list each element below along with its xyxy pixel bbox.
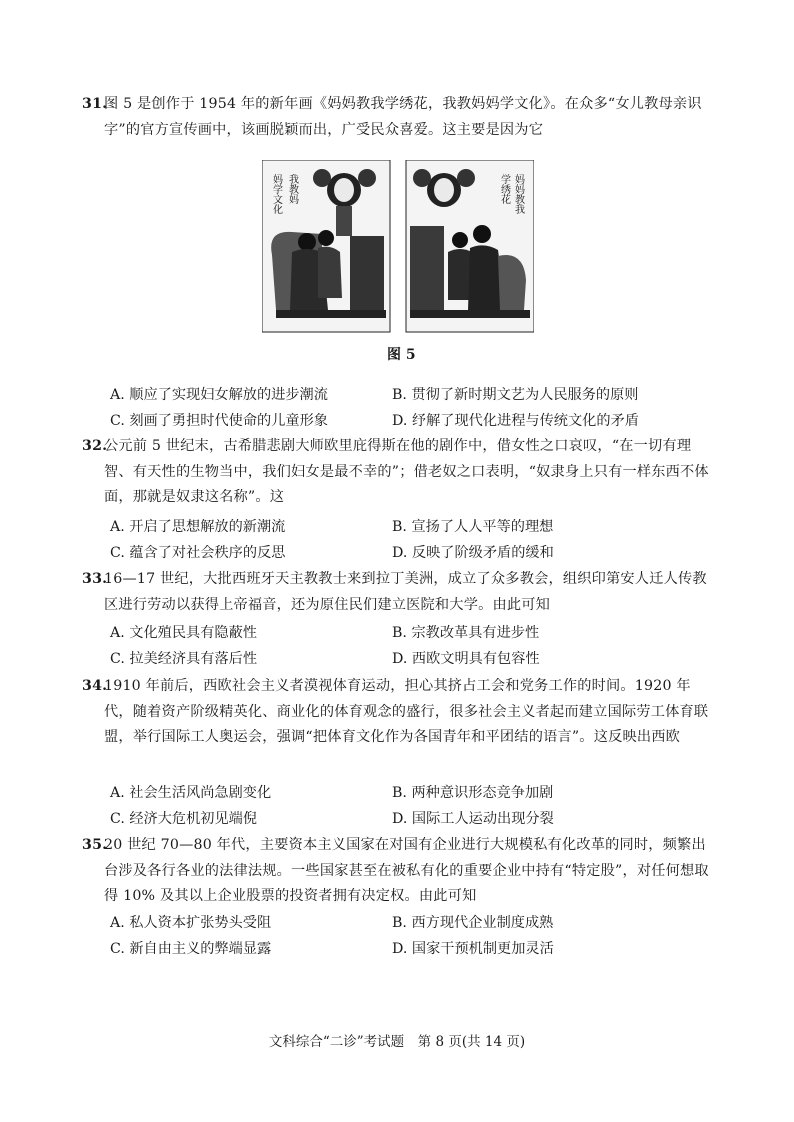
option-d[interactable]: D. 纾解了现代化进程与传统文化的矛盾 [392,413,639,429]
question-32 [82,434,716,511]
option-d[interactable]: D. 国家干预机制更加灵活 [392,941,554,957]
figure-5-painting [262,160,534,338]
question-33 [82,567,716,618]
figure-caption: 图 5 [387,347,416,363]
question-stem: 16—17 世纪，大批西班牙天主教教士来到拉丁美洲，成立了众多教会，组织印第安人迁人传教区进行劳动以获得上帝福音，还为原住民们建立医院和大学。由此可知 [104,571,707,613]
option-d[interactable]: D. 国际工人运动出现分裂 [392,811,554,827]
option-a[interactable]: A. 社会生活风尚急剧变化 [110,785,272,801]
question-number: 34. [82,678,108,694]
question-34 [82,674,716,751]
question-35 [82,833,716,910]
question-stem: 20 世纪 70—80 年代，主要资本主义国家在对国有企业进行大规模私有化改革的同时，频繁出台涉及各行各业的法律法规。一些国家甚至在被私有化的重要企业中持有“特定股”，对任何想取得 10% 及其以上企业股票的投资者拥有决定权。由此可知 [104,837,709,904]
option-b[interactable]: B. 贯彻了新时期文艺为人民服务的原则 [392,387,639,403]
options-34 [110,780,710,832]
page-footer: 文科综合“二诊”考试题 第 8 页(共 14 页) [268,1034,526,1050]
question-number: 33. [82,571,108,587]
option-c[interactable]: C. 蕴含了对社会秩序的反思 [110,545,286,561]
options-32 [110,514,710,566]
question-stem: 公元前 5 世纪末，古希腊悲剧大师欧里庇得斯在他的剧作中，借女性之口哀叹，“在一切有理智、有天性的生物当中，我们妇女是最不幸的”；借老奴之口表明，“奴隶身上只有一样东西不体面，那就是奴隶这名称”。这 [104,438,709,505]
right-panel [406,160,534,332]
right-panel-text-1: 妈妈教我 [512,174,524,214]
option-a[interactable]: A. 私人资本扩张势头受阻 [110,915,272,931]
question-number: 32. [82,438,108,454]
option-a[interactable]: A. 顺应了实现妇女解放的进步潮流 [110,387,328,403]
option-b[interactable]: B. 宣扬了人人平等的理想 [392,519,554,535]
option-c[interactable]: C. 新自由主义的弊端显露 [110,941,272,957]
options-31 [110,382,710,434]
left-panel-text-1: 我教妈 [286,174,298,204]
option-d[interactable]: D. 西欧文明具有包容性 [392,651,540,667]
option-a[interactable]: A. 开启了思想解放的新潮流 [110,519,286,535]
question-number: 35. [82,837,108,853]
question-stem: 图 5 是创作于 1954 年的新年画《妈妈教我学绣花，我教妈妈学文化》。在众多“女儿教母亲识字”的官方宣传画中，该画脱颖而出，广受民众喜爱。这主要是因为它 [104,96,702,138]
option-b[interactable]: B. 两种意识形态竞争加剧 [392,785,554,801]
question-stem: 1910 年前后，西欧社会主义者漠视体育运动，担心其挤占工会和党务工作的时间。1920 年代，随着资产阶级精英化、商业化的体育观念的盛行，很多社会主义者起而建立国际劳工体育联盟，举行国际工人奥运会，强调“把体育文化作为各国青年和平团结的语言”。这反映出西欧 [104,678,709,745]
option-d[interactable]: D. 反映了阶级矛盾的缓和 [392,545,554,561]
options-33 [110,620,710,672]
right-panel-text-2: 学绣花 [498,174,510,204]
question-number: 31. [82,96,108,112]
option-c[interactable]: C. 经济大危机初见端倪 [110,811,258,827]
left-panel-text-2: 妈学文化 [270,174,282,214]
option-b[interactable]: B. 宗教改革具有进步性 [392,625,540,641]
options-35 [110,910,710,962]
left-panel [262,160,390,332]
option-c[interactable]: C. 刻画了勇担时代使命的儿童形象 [110,413,328,429]
option-b[interactable]: B. 西方现代企业制度成熟 [392,915,554,931]
option-a[interactable]: A. 文化殖民具有隐蔽性 [110,625,257,641]
question-31 [82,92,716,143]
option-c[interactable]: C. 拉美经济具有落后性 [110,651,258,667]
